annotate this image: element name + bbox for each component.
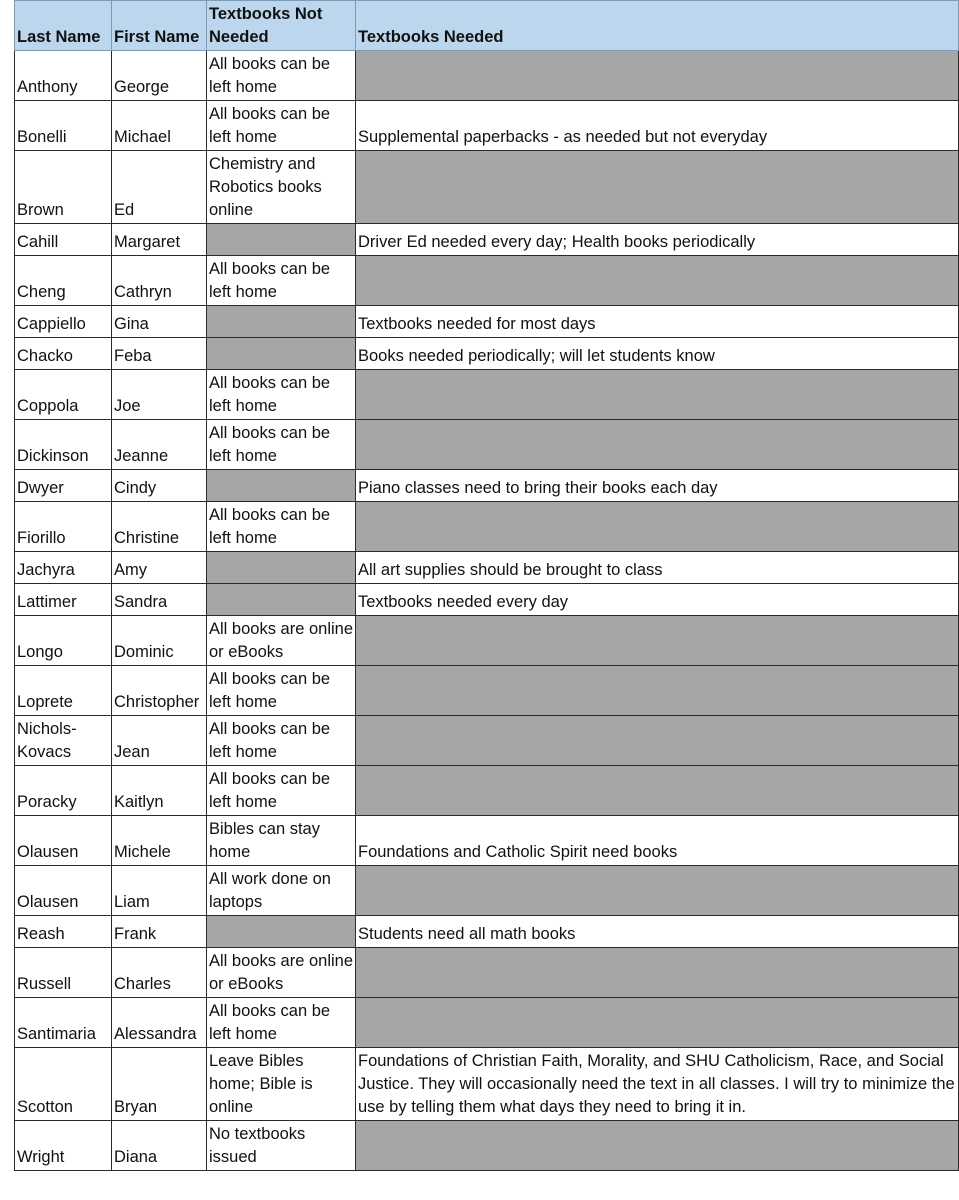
cell-textbooks-needed (356, 420, 959, 470)
cell-textbooks-not-needed (207, 916, 356, 948)
cell-textbooks-needed (356, 766, 959, 816)
cell-last-name: Dickinson (15, 420, 112, 470)
table-row (15, 866, 959, 916)
header-row (15, 1, 959, 51)
cell-first-name: Michele (112, 816, 207, 866)
cell-textbooks-needed (356, 1121, 959, 1171)
cell-textbooks-not-needed: All books can be left home (207, 998, 356, 1048)
cell-textbooks-needed (356, 716, 959, 766)
cell-textbooks-needed (356, 51, 959, 101)
cell-last-name: Santimaria (15, 998, 112, 1048)
cell-last-name: Scotton (15, 1048, 112, 1121)
table-row (15, 101, 959, 151)
cell-last-name: Loprete (15, 666, 112, 716)
cell-first-name: Margaret (112, 224, 207, 256)
header-first-name: First Name (112, 1, 207, 51)
table-row (15, 616, 959, 666)
cell-textbooks-not-needed: Leave Bibles home; Bible is online (207, 1048, 356, 1121)
textbook-table (14, 0, 959, 1171)
cell-last-name: Cheng (15, 256, 112, 306)
cell-textbooks-needed: Piano classes need to bring their books each day (356, 470, 959, 502)
cell-textbooks-not-needed (207, 306, 356, 338)
cell-textbooks-not-needed (207, 552, 356, 584)
table-row (15, 916, 959, 948)
cell-last-name: Fiorillo (15, 502, 112, 552)
cell-last-name: Reash (15, 916, 112, 948)
table-row (15, 370, 959, 420)
cell-textbooks-not-needed: Chemistry and Robotics books online (207, 151, 356, 224)
table-row (15, 1048, 959, 1121)
cell-first-name: Joe (112, 370, 207, 420)
header-textbooks-not-needed: Textbooks Not Needed (207, 1, 356, 51)
cell-textbooks-needed: Students need all math books (356, 916, 959, 948)
cell-textbooks-not-needed (207, 470, 356, 502)
header-last-name: Last Name (15, 1, 112, 51)
cell-first-name: Christopher (112, 666, 207, 716)
cell-first-name: Liam (112, 866, 207, 916)
cell-textbooks-not-needed: All books are online or eBooks (207, 948, 356, 998)
table-row (15, 666, 959, 716)
cell-first-name: Cathryn (112, 256, 207, 306)
cell-last-name: Dwyer (15, 470, 112, 502)
cell-first-name: Feba (112, 338, 207, 370)
cell-first-name: Gina (112, 306, 207, 338)
cell-textbooks-needed (356, 370, 959, 420)
table-row (15, 1121, 959, 1171)
cell-first-name: Jean (112, 716, 207, 766)
cell-textbooks-needed (356, 616, 959, 666)
cell-first-name: George (112, 51, 207, 101)
cell-textbooks-not-needed: All books can be left home (207, 666, 356, 716)
cell-first-name: Jeanne (112, 420, 207, 470)
cell-textbooks-needed: Driver Ed needed every day; Health books periodically (356, 224, 959, 256)
cell-first-name: Diana (112, 1121, 207, 1171)
cell-textbooks-not-needed: No textbooks issued (207, 1121, 356, 1171)
table-row (15, 306, 959, 338)
table-body (15, 51, 959, 1171)
table-row (15, 338, 959, 370)
cell-textbooks-not-needed (207, 224, 356, 256)
cell-last-name: Longo (15, 616, 112, 666)
cell-last-name: Bonelli (15, 101, 112, 151)
cell-last-name: Cahill (15, 224, 112, 256)
header-textbooks-needed: Textbooks Needed (356, 1, 959, 51)
cell-textbooks-not-needed (207, 338, 356, 370)
cell-textbooks-needed: Supplemental paperbacks - as needed but not everyday (356, 101, 959, 151)
cell-first-name: Frank (112, 916, 207, 948)
table-row (15, 716, 959, 766)
cell-textbooks-not-needed: All books can be left home (207, 716, 356, 766)
table-row (15, 766, 959, 816)
cell-first-name: Amy (112, 552, 207, 584)
cell-last-name: Wright (15, 1121, 112, 1171)
cell-textbooks-not-needed: Bibles can stay home (207, 816, 356, 866)
cell-last-name: Olausen (15, 816, 112, 866)
table-row (15, 51, 959, 101)
cell-textbooks-not-needed: All books can be left home (207, 370, 356, 420)
cell-last-name: Olausen (15, 866, 112, 916)
cell-last-name: Poracky (15, 766, 112, 816)
cell-first-name: Dominic (112, 616, 207, 666)
cell-textbooks-not-needed: All books can be left home (207, 51, 356, 101)
cell-last-name: Brown (15, 151, 112, 224)
cell-textbooks-not-needed: All books are online or eBooks (207, 616, 356, 666)
cell-last-name: Nichols-Kovacs (15, 716, 112, 766)
cell-textbooks-not-needed: All books can be left home (207, 502, 356, 552)
table-row (15, 584, 959, 616)
cell-last-name: Jachyra (15, 552, 112, 584)
cell-first-name: Sandra (112, 584, 207, 616)
table-row (15, 256, 959, 306)
cell-textbooks-not-needed: All books can be left home (207, 256, 356, 306)
cell-textbooks-needed: Textbooks needed for most days (356, 306, 959, 338)
cell-last-name: Anthony (15, 51, 112, 101)
cell-last-name: Russell (15, 948, 112, 998)
cell-textbooks-not-needed (207, 584, 356, 616)
cell-textbooks-needed (356, 151, 959, 224)
cell-textbooks-not-needed: All books can be left home (207, 420, 356, 470)
cell-first-name: Christine (112, 502, 207, 552)
cell-last-name: Coppola (15, 370, 112, 420)
cell-textbooks-not-needed: All books can be left home (207, 101, 356, 151)
cell-first-name: Kaitlyn (112, 766, 207, 816)
cell-textbooks-not-needed: All work done on laptops (207, 866, 356, 916)
table-row (15, 420, 959, 470)
cell-textbooks-needed: Foundations of Christian Faith, Morality, and SHU Catholicism, Race, and Social Justice. They will occasionally need the text in all classes. I will try to minimize the use by telling them what days they need to bring it in. (356, 1048, 959, 1121)
cell-first-name: Bryan (112, 1048, 207, 1121)
cell-first-name: Alessandra (112, 998, 207, 1048)
cell-textbooks-needed (356, 998, 959, 1048)
cell-textbooks-not-needed: All books can be left home (207, 766, 356, 816)
cell-last-name: Lattimer (15, 584, 112, 616)
cell-last-name: Chacko (15, 338, 112, 370)
cell-textbooks-needed: Books needed periodically; will let students know (356, 338, 959, 370)
cell-textbooks-needed (356, 948, 959, 998)
cell-textbooks-needed (356, 866, 959, 916)
cell-last-name: Cappiello (15, 306, 112, 338)
table-row (15, 151, 959, 224)
cell-first-name: Cindy (112, 470, 207, 502)
table-row (15, 224, 959, 256)
cell-textbooks-needed: Textbooks needed every day (356, 584, 959, 616)
table-row (15, 948, 959, 998)
table-row (15, 502, 959, 552)
cell-textbooks-needed (356, 666, 959, 716)
table-row (15, 470, 959, 502)
cell-textbooks-needed (356, 502, 959, 552)
cell-first-name: Charles (112, 948, 207, 998)
cell-first-name: Michael (112, 101, 207, 151)
cell-textbooks-needed (356, 256, 959, 306)
table-row (15, 998, 959, 1048)
table-row (15, 552, 959, 584)
table-row (15, 816, 959, 866)
cell-first-name: Ed (112, 151, 207, 224)
cell-textbooks-needed: All art supplies should be brought to class (356, 552, 959, 584)
cell-textbooks-needed: Foundations and Catholic Spirit need books (356, 816, 959, 866)
